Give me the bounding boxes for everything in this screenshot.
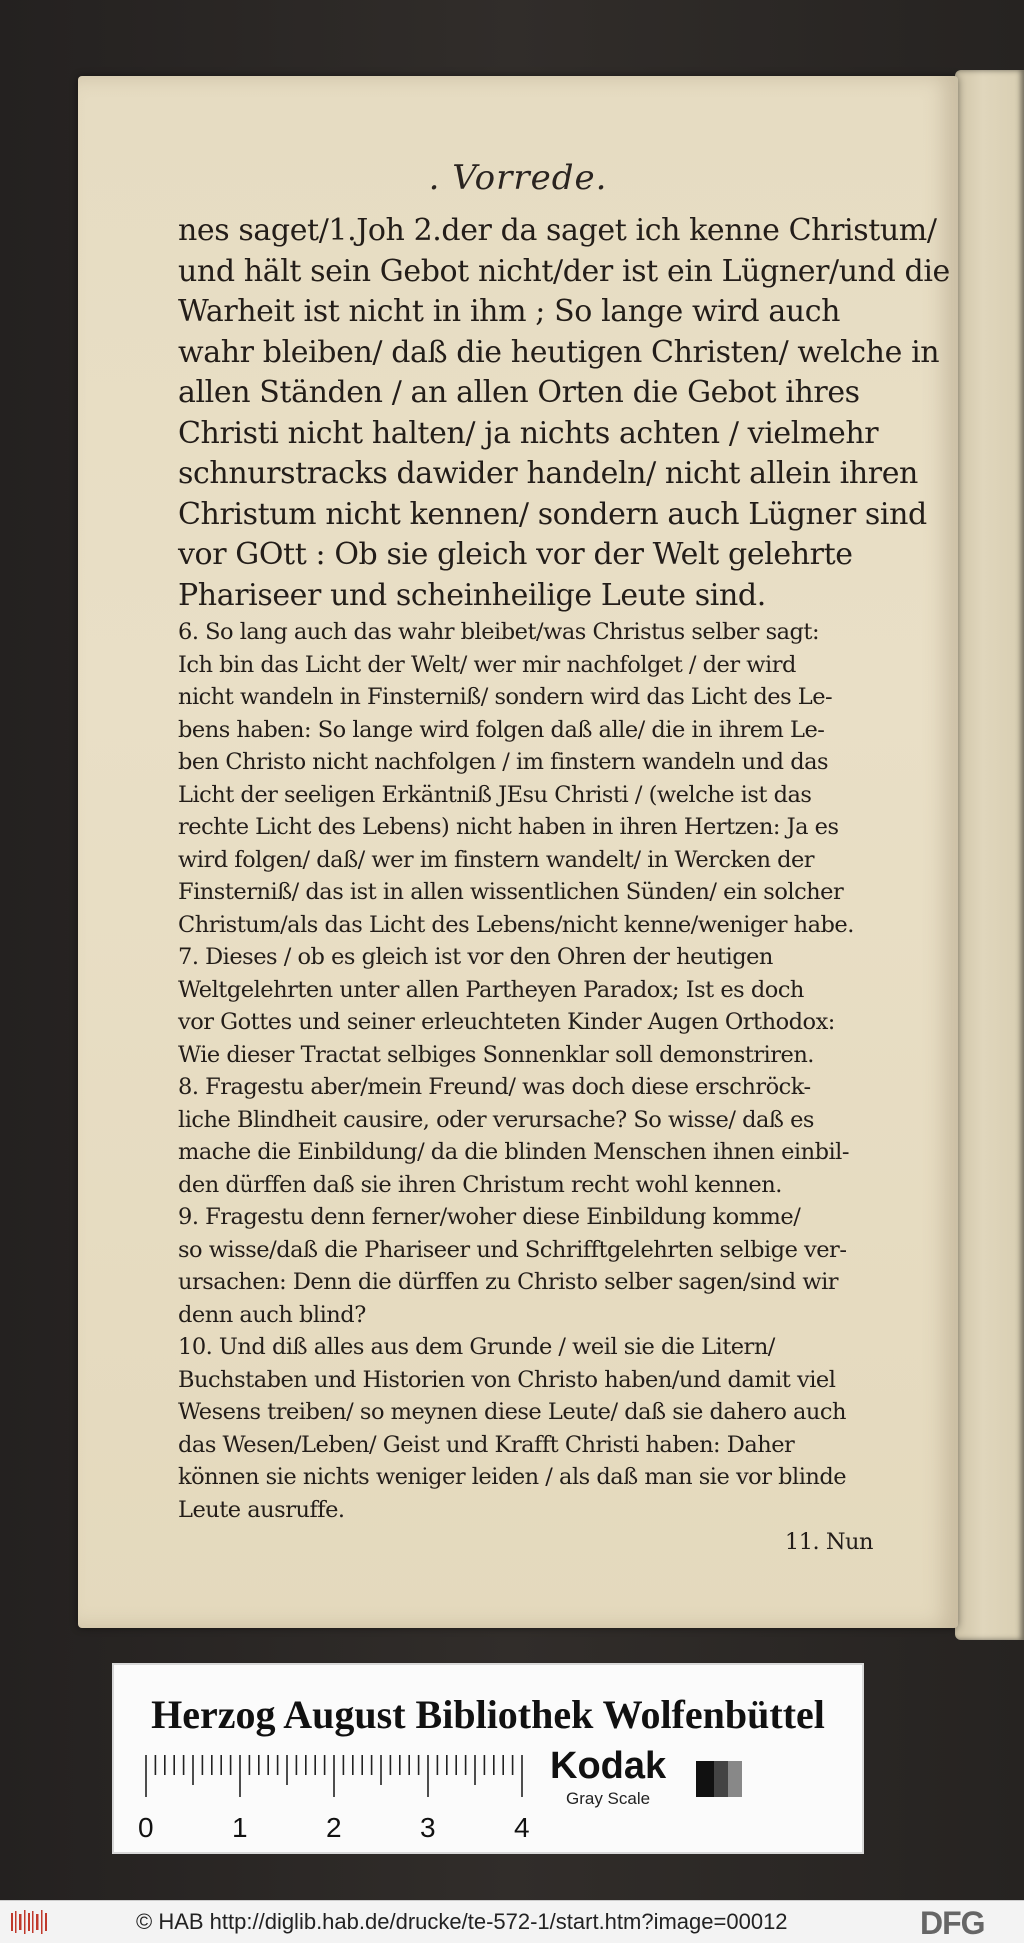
text-line: können sie nichts weniger leiden / als daß man sie vor blinde: [178, 1464, 847, 1490]
text-line: mache die Einbildung/ da die blinden Menschen ihnen einbil-: [178, 1139, 849, 1165]
text-line: wird folgen/ daß/ wer im finstern wandelt/ in Wercken der: [178, 846, 815, 873]
catchword: 11. Nun: [784, 1529, 873, 1555]
text-line: Ich bin das Licht der Welt/ wer mir nachfolget / der wird: [178, 651, 796, 678]
text-line: rechte Licht des Lebens) nicht haben in ihren Hertzen: Ja es: [178, 814, 839, 840]
text-line: Christum nicht kennen/ sondern auch Lügner sind: [178, 496, 927, 532]
text-line: vor Gottes und seiner erleuchteten Kinder Augen Orthodox:: [178, 1009, 835, 1035]
text-line: Phariseer und scheinheilige Leute sind.: [178, 577, 766, 613]
footer-bar: [0, 1900, 1024, 1943]
text-line: denn auch blind?: [178, 1301, 366, 1328]
text-line: Weltgelehrten unter allen Partheyen Paradox; Ist es doch: [178, 976, 804, 1003]
ruler-label: 0: [138, 1812, 154, 1843]
text-line: schnurstracks dawider handeln/ nicht allein ihren: [178, 456, 918, 491]
measurement-ruler: [138, 1753, 542, 1843]
text-line: Christum/als das Licht des Lebens/nicht kenne/weniger habe.: [178, 911, 854, 938]
text-line: liche Blindheit causire, oder verursache? So wisse/ daß es: [178, 1106, 814, 1133]
text-line: und hält sein Gebot nicht/der ist ein Lügner/und die: [178, 253, 950, 289]
text-line: Wesens treiben/ so meynen diese Leute/ daß sie dahero auch: [178, 1399, 847, 1425]
text-line: Leute ausruffe.: [178, 1496, 345, 1523]
running-header: . Vorrede.: [428, 158, 608, 198]
hab-logo-icon: [10, 1909, 50, 1935]
library-name: Herzog August Bibliothek Wolfenbüttel: [151, 1692, 825, 1737]
text-line: vor GOtt : Ob sie gleich vor der Welt gelehrte: [178, 537, 853, 572]
text-line: den dürffen daß sie ihren Christum recht wohl kennen.: [178, 1171, 782, 1198]
gray-patch: [714, 1761, 728, 1797]
text-line: so wisse/daß die Phariseer und Schrifftgelehrten selbige ver-: [178, 1236, 847, 1263]
ruler-label: 2: [326, 1812, 342, 1843]
paragraph-large-type: [178, 211, 950, 616]
text-line: allen Ständen / an allen Orten die Gebot ihres: [178, 375, 860, 410]
text-line: wahr bleiben/ daß die heutigen Christen/ welche in: [178, 334, 940, 370]
text-line: Licht der seeligen Erkäntniß JEsu Christi / (welche ist das: [178, 781, 812, 808]
text-line: Christi nicht halten/ ja nichts achten / vielmehr: [178, 415, 879, 451]
text-line: nicht wandeln in Finsterniß/ sondern wird das Licht des Le-: [178, 684, 833, 710]
page-text: [178, 211, 950, 1559]
text-line: Finsterniß/ das ist in allen wissentlichen Sünden/ ein solcher: [178, 879, 844, 905]
dfg-logo: DFG: [920, 1905, 985, 1941]
text-line: nes saget/1.Joh 2.der da saget ich kenne Christum/: [178, 213, 937, 248]
gray-scale-label: Gray Scale: [566, 1789, 651, 1808]
text-line: Warheit ist nicht in ihm ; So lange wird auch: [178, 294, 841, 329]
text-line: 6. So lang auch das wahr bleibet/was Christus selber sagt:: [178, 619, 820, 645]
text-line: 7. Dieses / ob es gleich ist vor den Ohren der heutigen: [178, 944, 773, 970]
text-line: ursachen: Denn die dürffen zu Christo selber sagen/sind wir: [178, 1269, 839, 1295]
text-line: das Wesen/Leben/ Geist und Krafft Christi haben: Daher: [178, 1431, 795, 1458]
text-line: 8. Fragestu aber/mein Freund/ was doch diese erschröck-: [178, 1074, 811, 1100]
ruler-label: 4: [514, 1812, 530, 1843]
adjacent-page-edge: [955, 70, 1024, 1640]
text-line: bens haben: So lange wird folgen daß alle/ die in ihrem Le-: [178, 716, 825, 743]
copyright-url: © HAB http://diglib.hab.de/drucke/te-572-1/start.htm?image=00012: [136, 1909, 788, 1934]
gray-patch: [728, 1761, 742, 1797]
text-line: Wie dieser Tractat selbiges Sonnenklar soll demonstriren.: [178, 1041, 814, 1068]
text-line: 9. Fragestu denn ferner/woher diese Einbildung komme/: [178, 1204, 801, 1230]
text-line: Buchstaben und Historien von Christo haben/und damit viel: [178, 1366, 836, 1393]
text-line: 10. Und diß alles aus dem Grunde / weil sie die Litern/: [178, 1334, 775, 1360]
ruler-label: 1: [232, 1812, 248, 1843]
ruler-ticks-icon: [138, 1753, 542, 1843]
book-page: [78, 76, 958, 1628]
gray-patch: [696, 1761, 714, 1797]
paragraph-small-type: [178, 616, 873, 1559]
text-line: ben Christo nicht nachfolgen / im finstern wandeln und das: [178, 749, 829, 775]
kodak-logo: Kodak: [550, 1745, 667, 1787]
ruler-label: 3: [420, 1812, 436, 1843]
color-calibration-bar: [112, 1663, 864, 1854]
